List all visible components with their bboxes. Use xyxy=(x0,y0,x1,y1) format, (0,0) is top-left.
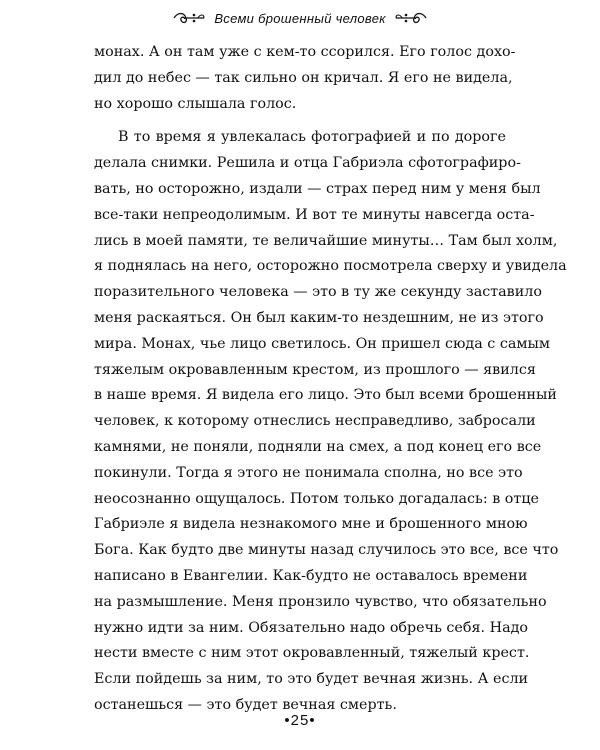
text-line: монах. А он там уже с кем-то ссорился. Его голос дохо- xyxy=(94,44,516,60)
page-number: •25• xyxy=(284,712,316,729)
text-line: делала снимки. Решила и отца Габриэла сфотографиро- xyxy=(94,155,521,172)
text-line: Бога. Как будто две минуты назад случилось это все, все что xyxy=(94,542,559,559)
text-line: дил до небес — так сильно он кричал. Я его не видела, xyxy=(94,69,513,86)
text-line: меня раскаяться. Он был каким-то нездешним, не из этого xyxy=(94,309,544,326)
text-line: но хорошо слышала голос. xyxy=(94,95,297,112)
text-line: Если пойдешь за ним, то это будет вечная жизнь. А если xyxy=(94,671,529,688)
text-line: все-таки непреодолимым. И вот те минуты навсегда оста- xyxy=(94,206,535,223)
running-header xyxy=(0,6,600,30)
text-line: в наше время. Я видела его лицо. Это был всеми брошенный xyxy=(94,387,557,404)
text-line: вать, но осторожно, издали — страх перед ним у меня был xyxy=(94,180,541,197)
text-line: нужно идти за ним. Обязательно надо обречь себя. Надо xyxy=(94,619,529,636)
flourish-left-icon xyxy=(172,11,206,25)
text-line: я поднялась на него, осторожно посмотрела сверху и увидела xyxy=(94,258,567,275)
text-line: на размышление. Меня пронзило чувство, что обязательно xyxy=(94,593,547,610)
text-line: мира. Монах, чье лицо светилось. Он пришел сюда с самым xyxy=(94,335,550,352)
text-line: останешься — это будет вечная смерть. xyxy=(94,696,397,713)
text-line: неосознанно ощущалось. Потом только догадалась: в отце xyxy=(94,490,539,507)
paragraph-2 xyxy=(94,125,567,718)
text-line: человек, к которому отнеслись несправедливо, забросали xyxy=(94,413,536,430)
text-line: В то время я увлекалась фотографией и по дороге xyxy=(118,129,506,146)
flourish-right-icon xyxy=(394,11,428,25)
text-line: покинули. Тогда я этого не понимала сполна, но все это xyxy=(94,464,523,481)
header-title: Всеми брошенный человек xyxy=(214,10,386,26)
text-line: поразительного человека — это в ту же секунду заставило xyxy=(94,284,542,301)
text-line: написано в Евангелии. Как-будто не оставалось времени xyxy=(94,567,528,584)
text-line: тяжелым окровавленным крестом, из прошлого — явился xyxy=(94,361,536,378)
text-line: камнями, не поняли, подняли на смех, а под конец его все xyxy=(94,438,542,455)
text-line: нести вместе с ним этот окровавленный, тяжелый крест. xyxy=(94,645,530,662)
page-body-text xyxy=(94,40,567,719)
text-line: Габриэле я видела незнакомого мне и брошенного мною xyxy=(94,516,528,533)
paragraph-1 xyxy=(94,40,516,117)
text-line: лись в моей памяти, те величайшие минуты… Там был холм, xyxy=(94,232,558,249)
